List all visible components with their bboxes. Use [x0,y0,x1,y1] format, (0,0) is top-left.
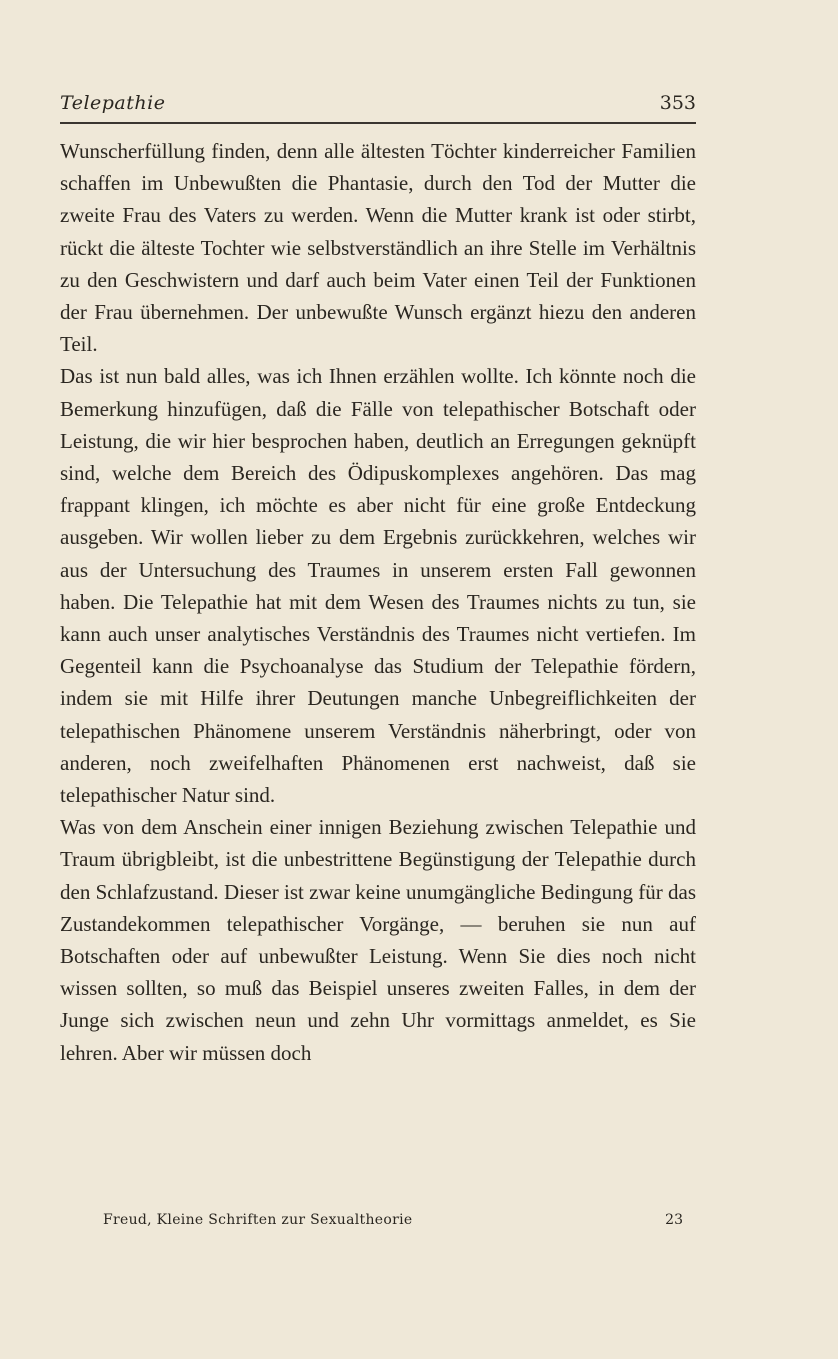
sheet-signature: 23 [665,1212,683,1228]
page-number: 353 [659,92,696,114]
paragraph: Das ist nun bald alles, was ich Ihnen erzählen wollte. Ich könnte noch die Bemerkung hinzufügen, daß die Fälle von telepathischer Botschaft oder Leistung, die wir hier besprochen haben, deutlich an Erregungen geknüpft sind, welche dem Bereich des Ödipuskomplexes angehören. Das mag frappant klingen, ich möchte es aber nicht für eine große Entdeckung ausgeben. Wir wollen lieber zu dem Ergebnis zurückkehren, welches wir aus der Untersuchung des Traumes in unserem ersten Fall gewonnen haben. Die Telepathie hat mit dem Wesen des Traumes nichts zu tun, sie kann auch unser analytisches Verständnis des Traumes nicht vertiefen. Im Gegenteil kann die Psychoanalyse das Studium der Telepathie fördern, indem sie mit Hilfe ihrer Deutungen manche Unbegreiflichkeiten der telepathischen Phänomene unserem Verständnis näherbringt, oder von anderen, noch zweifelhaften Phänomenen erst nachweist, daß sie telepathischer Natur sind. [60,364,696,808]
running-header [60,92,696,124]
paragraph: Wunscherfüllung finden, denn alle ältesten Töchter kinderreicher Familien schaffen im Unbewußten die Phantasie, durch den Tod der Mutter die zweite Frau des Vaters zu werden. Wenn die Mutter krank ist oder stirbt, rückt die älteste Tochter wie selbstverständlich an ihre Stelle im Verhältnis zu den Geschwistern und darf auch beim Vater einen Teil der Funktionen der Frau übernehmen. Der unbewußte Wunsch ergänzt hiezu den anderen Teil. [60,139,696,357]
running-title: Telepathie [60,92,166,114]
footer-source: Freud, Kleine Schriften zur Sexualtheorie [103,1212,413,1228]
footer [103,1212,683,1236]
body-text [60,135,696,1069]
paragraph: Was von dem Anschein einer innigen Beziehung zwischen Telepathie und Traum übrigbleibt, ist die unbestrittene Begünstigung der Telepathie durch den Schlafzustand. Dieser ist zwar keine unumgängliche Bedingung für das Zustandekommen telepathischer Vorgänge, — beruhen sie nun auf Botschaften oder auf unbewußter Leistung. Wenn Sie dies noch nicht wissen sollten, so muß das Beispiel unseres zweiten Falles, in dem der Junge sich zwischen neun und zehn Uhr vormittags anmeldet, es Sie lehren. Aber wir müssen doch [60,815,696,1065]
